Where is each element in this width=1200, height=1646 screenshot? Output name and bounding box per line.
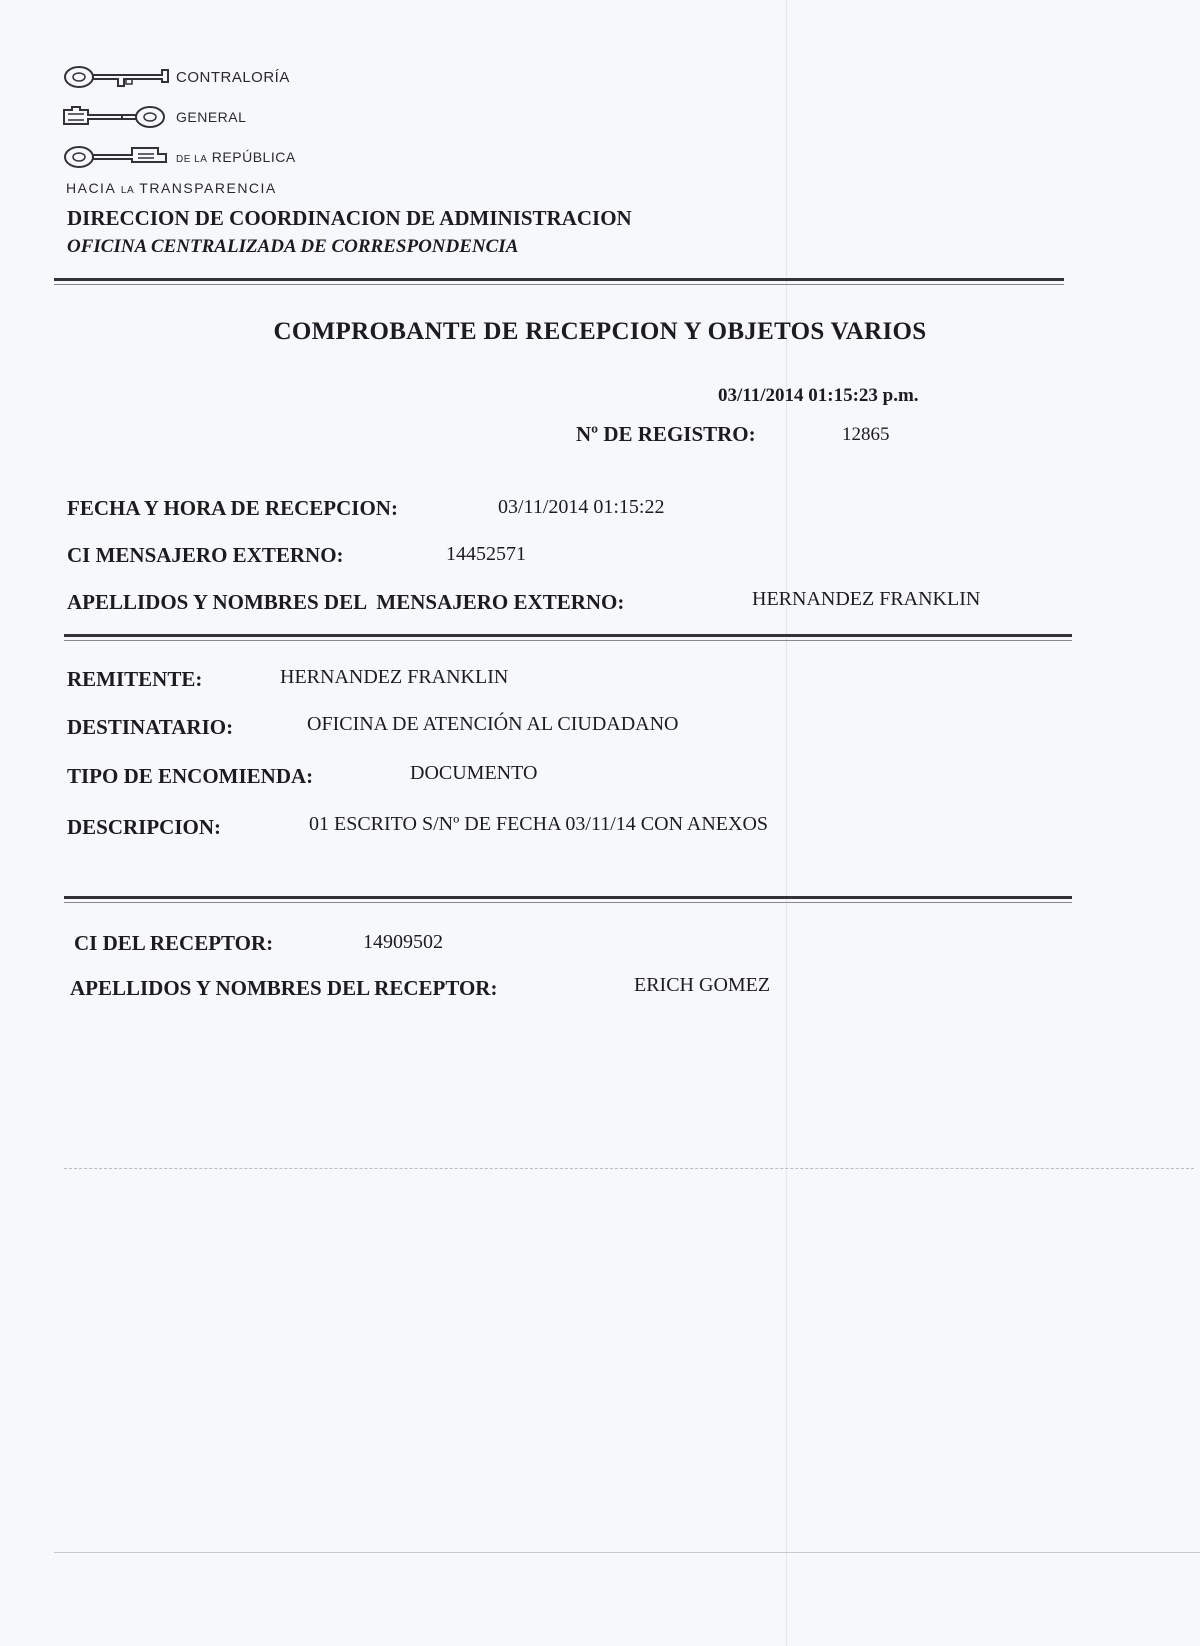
print-timestamp: 03/11/2014 01:15:23 p.m. [718, 385, 919, 406]
nombre-receptor-value: ERICH GOMEZ [634, 974, 771, 996]
office-name: OFICINA CENTRALIZADA DE CORRESPONDENCIA [67, 236, 519, 257]
letterhead-line-3 [176, 149, 296, 165]
nombre-mensajero-value: HERNANDEZ FRANKLIN [752, 588, 981, 610]
fecha-recepcion-label: FECHA Y HORA DE RECEPCION: [67, 496, 398, 520]
slogan-part-3: TRANSPARENCIA [139, 180, 277, 196]
registro-value: 12865 [842, 424, 890, 445]
ci-mensajero-value: 14452571 [446, 543, 526, 565]
scan-fold-line [786, 0, 787, 1646]
nombre-receptor-label: APELLIDOS Y NOMBRES DEL RECEPTOR: [70, 976, 498, 1000]
key-logo-icon [62, 142, 170, 172]
letterhead-line-2: GENERAL [176, 109, 247, 125]
ci-receptor-value: 14909502 [363, 931, 443, 953]
letterhead-row-2 [62, 102, 246, 132]
remitente-label: REMITENTE: [67, 667, 203, 691]
cut-line-bottom [54, 1552, 1200, 1553]
descripcion-value: 01 ESCRITO S/Nº DE FECHA 03/11/14 CON ANEXOS [309, 813, 769, 835]
tipo-encomienda-value: DOCUMENTO [410, 762, 538, 784]
key-logo-icon [62, 62, 170, 92]
key-logo-icon [62, 102, 170, 132]
department-name: DIRECCION DE COORDINACION DE ADMINISTRACION [67, 206, 632, 230]
nombre-mensajero-label: APELLIDOS Y NOMBRES DEL MENSAJERO EXTERNO: [67, 590, 625, 614]
remitente-value: HERNANDEZ FRANKLIN [280, 666, 509, 688]
slogan-part-2: LA [120, 185, 135, 196]
tipo-encomienda-label: TIPO DE ENCOMIENDA: [67, 764, 314, 788]
slogan-part-1: HACIA [66, 180, 116, 196]
fecha-recepcion-value: 03/11/2014 01:15:22 [498, 496, 665, 518]
document-title: COMPROBANTE DE RECEPCION Y OBJETOS VARIOS [273, 318, 927, 345]
descripcion-label: DESCRIPCION: [67, 815, 222, 839]
letterhead-slogan [66, 180, 277, 196]
divider-header [54, 278, 1064, 281]
letterhead-row-1 [62, 62, 290, 92]
letterhead-line-3-prefix: DE LA [176, 154, 208, 165]
destinatario-value: OFICINA DE ATENCIÓN AL CIUDADANO [307, 713, 679, 735]
destinatario-label: DESTINATARIO: [67, 715, 234, 739]
letterhead-line-1: CONTRALORÍA [176, 68, 290, 86]
letterhead-line-3-main: REPÚBLICA [211, 149, 296, 165]
ci-receptor-label: CI DEL RECEPTOR: [74, 931, 274, 955]
divider-shipment [64, 896, 1072, 899]
cut-line-dashed [64, 1168, 1194, 1169]
divider-messenger [64, 634, 1072, 637]
ci-mensajero-label: CI MENSAJERO EXTERNO: [67, 543, 344, 567]
letterhead-row-3 [62, 142, 296, 172]
registro-label: Nº DE REGISTRO: [576, 422, 756, 446]
